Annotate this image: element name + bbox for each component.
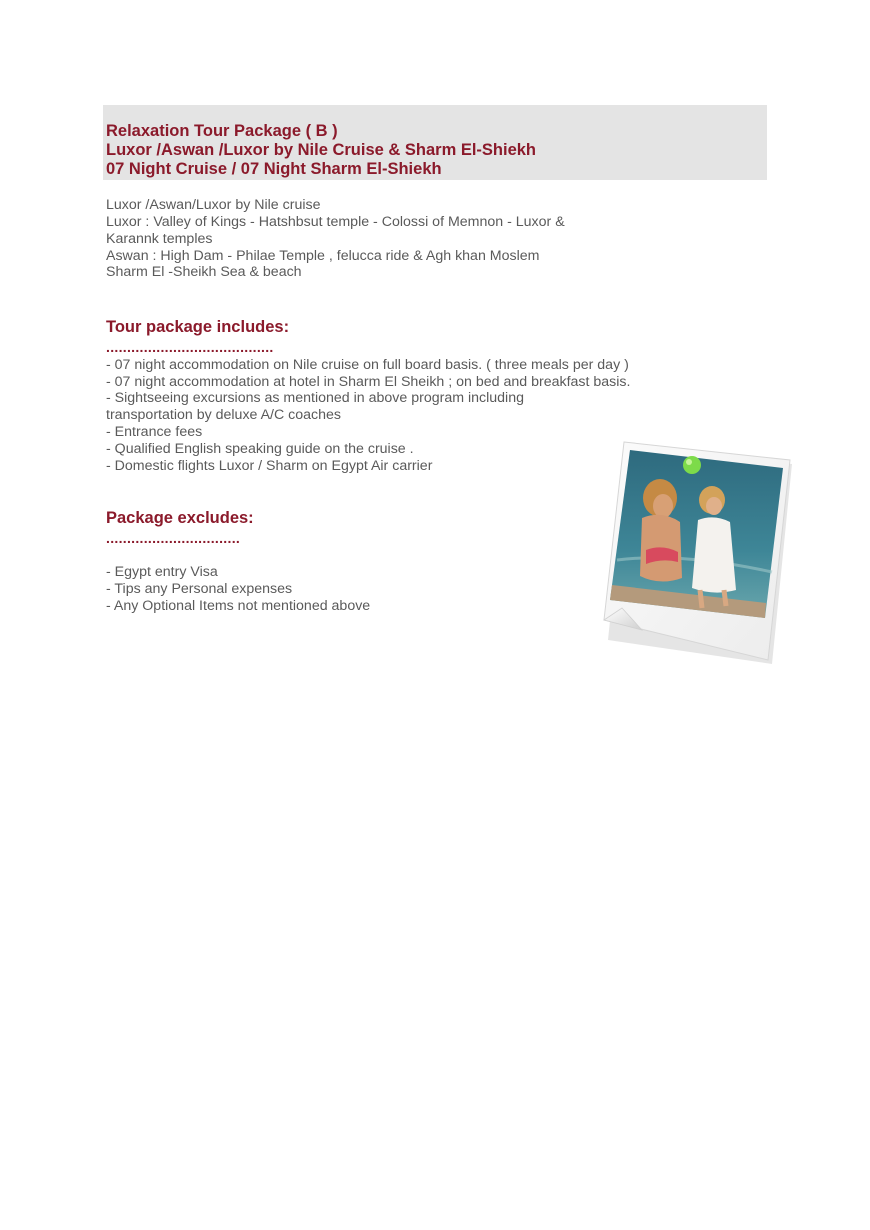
route-title: Luxor /Aswan /Luxor by Nile Cruise & Sharm El-Shiekh bbox=[106, 141, 537, 159]
includes-divider: ........................................ bbox=[106, 339, 274, 355]
includes-item: - Qualified English speaking guide on the cruise . bbox=[106, 441, 414, 457]
includes-item: - 07 night accommodation on Nile cruise on full board basis. ( three meals per day ) bbox=[106, 357, 629, 373]
package-title: Relaxation Tour Package ( B ) bbox=[106, 122, 338, 140]
includes-item: - Domestic flights Luxor / Sharm on Egypt Air carrier bbox=[106, 458, 433, 474]
includes-item: - Entrance fees bbox=[106, 424, 203, 440]
includes-item: - 07 night accommodation at hotel in Sharm El Sheikh ; on bed and breakfast basis. bbox=[106, 374, 631, 390]
itinerary-line: Aswan : High Dam - Philae Temple , felucca ride & Agh khan Moslem bbox=[106, 248, 540, 264]
includes-item: transportation by deluxe A/C coaches bbox=[106, 407, 342, 423]
duration-title: 07 Night Cruise / 07 Night Sharm El-Shiekh bbox=[106, 160, 442, 178]
beach-photo bbox=[602, 440, 792, 665]
excludes-item: - Tips any Personal expenses bbox=[106, 581, 293, 597]
photo-image bbox=[610, 450, 783, 618]
excludes-heading: Package excludes: bbox=[106, 509, 254, 527]
excludes-divider: ................................ bbox=[106, 530, 241, 546]
includes-item: - Sightseeing excursions as mentioned in above program including bbox=[106, 390, 524, 406]
excludes-item: - Any Optional Items not mentioned above bbox=[106, 598, 371, 614]
itinerary-line: Karannk temples bbox=[106, 231, 213, 247]
itinerary-line: Luxor /Aswan/Luxor by Nile cruise bbox=[106, 197, 321, 213]
itinerary-line: Sharm El -Sheikh Sea & beach bbox=[106, 264, 302, 280]
itinerary-line: Luxor : Valley of Kings - Hatshbsut temple - Colossi of Memnon - Luxor & bbox=[106, 214, 565, 230]
excludes-item: - Egypt entry Visa bbox=[106, 564, 218, 580]
includes-heading: Tour package includes: bbox=[106, 318, 290, 336]
